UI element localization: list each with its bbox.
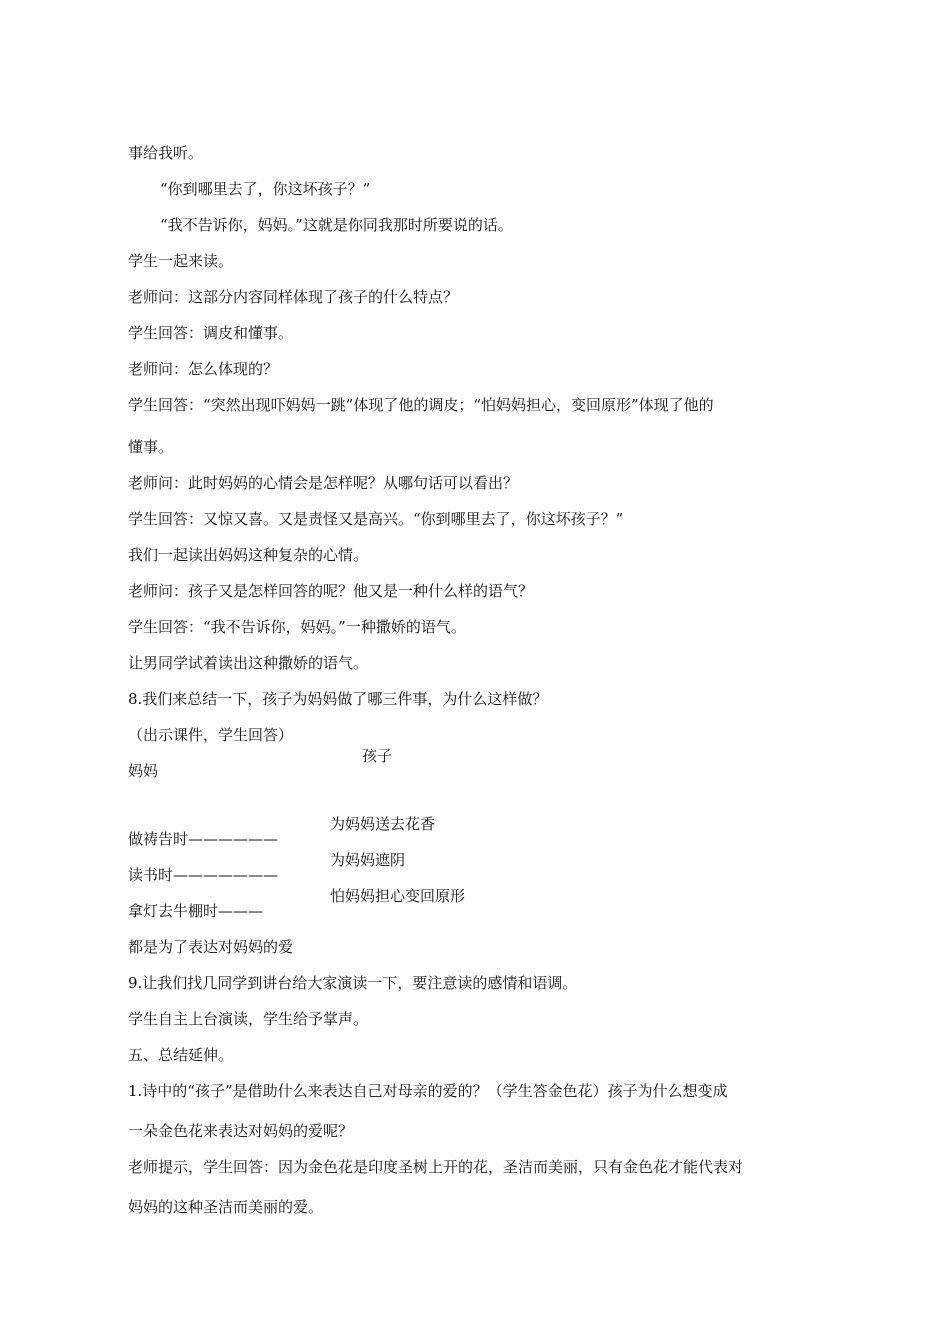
student-answer: 学生回答：又惊又喜。又是责怪又是高兴。“你到哪里去了，你这坏孩子？” xyxy=(128,510,624,528)
numbered-item: 1.诗中的“孩子”是借助什么来表达自己对母亲的爱的？（学生答金色花）孩子为什么想变成 xyxy=(128,1082,728,1100)
quote-line: “你到哪里去了，你这坏孩子？” xyxy=(160,180,371,198)
teacher-question: 老师问：怎么体现的？ xyxy=(128,360,279,378)
text-line: 让男同学试着读出这种撒娇的语气。 xyxy=(128,654,369,672)
text-line: 学生自主上台演读，学生给予掌声。 xyxy=(128,1010,369,1028)
student-answer: 学生回答：调皮和懂事。 xyxy=(128,324,294,342)
teacher-question: 老师问：此时妈妈的心情会是怎样呢？从哪句话可以看出？ xyxy=(128,474,519,492)
text-line: （出示课件，学生回答） xyxy=(128,726,294,744)
table-row-left: 拿灯去牛棚时——— xyxy=(128,902,264,920)
text-line: 事给我听。 xyxy=(128,144,204,162)
table-row-right: 为妈妈送去花香 xyxy=(330,815,436,833)
text-line: 我们一起读出妈妈这种复杂的心情。 xyxy=(128,546,369,564)
table-row-left: 做祷告时—————— xyxy=(128,830,279,848)
teacher-question: 老师问：这部分内容同样体现了孩子的什么特点？ xyxy=(128,288,459,306)
text-line: 学生一起来读。 xyxy=(128,252,234,270)
numbered-item: 8.我们来总结一下，孩子为妈妈做了哪三件事，为什么这样做？ xyxy=(128,690,548,708)
text-line: 都是为了表达对妈妈的爱 xyxy=(128,938,294,956)
student-answer-continued: 妈妈的这种圣洁而美丽的爱。 xyxy=(128,1198,324,1216)
text-line-continued: 一朵金色花来表达对妈妈的爱呢？ xyxy=(128,1122,354,1140)
table-row-left: 读书时——————— xyxy=(128,866,279,884)
table-row-right: 怕妈妈担心变回原形 xyxy=(330,887,466,905)
student-answer: 学生回答：“突然出现吓妈妈一跳”体现了他的调皮；“怕妈妈担心，变回原形”体现了他的 xyxy=(128,396,714,414)
table-header-left: 妈妈 xyxy=(128,762,159,780)
numbered-item: 9.让我们找几同学到讲台给大家演读一下，要注意读的感情和语调。 xyxy=(128,974,578,992)
student-answer-continued: 懂事。 xyxy=(128,438,174,456)
table-header-right: 孩子 xyxy=(362,747,393,765)
section-heading: 五、总结延伸。 xyxy=(128,1046,234,1064)
student-answer: 老师提示，学生回答：因为金色花是印度圣树上开的花，圣洁而美丽，只有金色花才能代表对 xyxy=(128,1158,744,1176)
table-row-right: 为妈妈遮阴 xyxy=(330,851,406,869)
quote-line: “我不告诉你，妈妈。”这就是你同我那时所要说的话。 xyxy=(160,216,513,234)
teacher-question: 老师问：孩子又是怎样回答的呢？他又是一种什么样的语气？ xyxy=(128,582,534,600)
student-answer: 学生回答：“我不告诉你，妈妈。”一种撒娇的语气。 xyxy=(128,618,466,636)
